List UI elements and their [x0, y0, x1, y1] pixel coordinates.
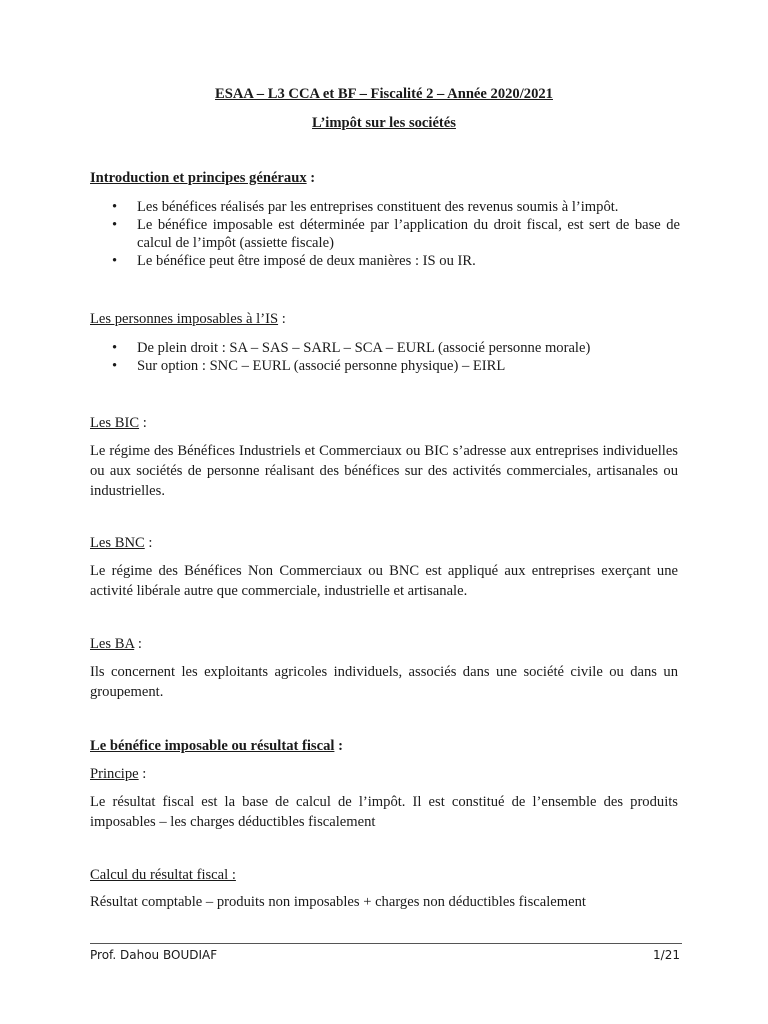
bnc-heading — [90, 534, 152, 552]
intro-heading — [90, 169, 315, 187]
principe-paragraph: Le résultat fiscal est la base de calcul de l’impôt. Il est constitué de l’ensemble des produits imposables – les charges déductibles fiscalement — [90, 794, 678, 830]
benefice-heading-text: Le bénéfice imposable ou résultat fiscal — [90, 738, 335, 754]
ba-heading-suffix: : — [134, 636, 142, 652]
bullet-icon: • — [112, 217, 118, 233]
calcul-heading: Calcul du résultat fiscal : — [90, 867, 236, 883]
principe-heading — [90, 765, 146, 783]
bic-heading-text: Les BIC — [90, 415, 140, 431]
list-item-text: Le bénéfice peut être imposé de deux manières : IS ou IR. — [137, 253, 476, 269]
footer-divider — [90, 943, 682, 944]
list-item-text: Le bénéfice imposable est déterminée par l’application du droit fiscal, est sert de base de calcul de l’impôt (assiette fiscale) — [137, 217, 680, 251]
bullet-icon: • — [112, 253, 118, 269]
list-item — [112, 252, 680, 270]
document-subtitle: L’impôt sur les sociétés — [312, 115, 456, 131]
principe-heading-suffix: : — [138, 766, 147, 782]
personnes-heading — [90, 310, 286, 328]
list-item — [112, 339, 680, 357]
bnc-heading-suffix: : — [144, 535, 153, 551]
bnc-heading-text: Les BNC — [90, 535, 145, 551]
intro-heading-suffix: : — [306, 170, 316, 186]
bullet-icon: • — [112, 358, 118, 374]
ba-heading-text: Les BA — [90, 636, 135, 652]
list-item — [112, 216, 680, 252]
bnc-paragraph: Le régime des Bénéfices Non Commerciaux ou BNC est appliqué aux entreprises exerçant une activité libérale autre que commerciale, industrielle et artisanale. — [90, 563, 678, 599]
list-item — [112, 198, 680, 216]
list-item-text: Les bénéfices réalisés par les entreprises constituent des revenus soumis à l’impôt. — [137, 199, 619, 215]
personnes-heading-text: Les personnes imposables à l’IS — [90, 311, 279, 327]
ba-heading — [90, 635, 142, 653]
intro-bullet-list — [112, 198, 680, 270]
bic-heading — [90, 414, 147, 432]
bic-heading-suffix: : — [139, 415, 147, 431]
ba-paragraph: Ils concernent les exploitants agricoles individuels, associés dans une société civile ou dans un groupement. — [90, 664, 678, 700]
personnes-bullet-list — [112, 339, 680, 375]
document-title: ESAA – L3 CCA et BF – Fiscalité 2 – Année 2020/2021 — [215, 86, 553, 102]
bic-paragraph: Le régime des Bénéfices Industriels et Commerciaux ou BIC s’adresse aux entreprises individuelles ou aux sociétés de personne réalisant des bénéfices sur des activités commerciales, artisanales ou industrielles. — [90, 443, 678, 499]
footer-author: Prof. Dahou BOUDIAF — [90, 948, 218, 962]
list-item-text: Sur option : SNC – EURL (associé personne physique) – EIRL — [137, 358, 506, 374]
list-item-text: De plein droit : SA – SAS – SARL – SCA – EURL (associé personne morale) — [137, 340, 591, 356]
benefice-heading — [90, 737, 343, 755]
personnes-heading-suffix: : — [278, 311, 286, 327]
benefice-heading-suffix: : — [334, 738, 343, 754]
list-item — [112, 357, 680, 375]
intro-heading-text: Introduction et principes généraux — [90, 170, 307, 186]
bullet-icon: • — [112, 340, 118, 356]
calcul-paragraph: Résultat comptable – produits non imposables + charges non déductibles fiscalement — [90, 894, 586, 910]
page-number: 1/21 — [653, 948, 680, 962]
bullet-icon: • — [112, 199, 118, 215]
principe-heading-text: Principe — [90, 766, 139, 782]
